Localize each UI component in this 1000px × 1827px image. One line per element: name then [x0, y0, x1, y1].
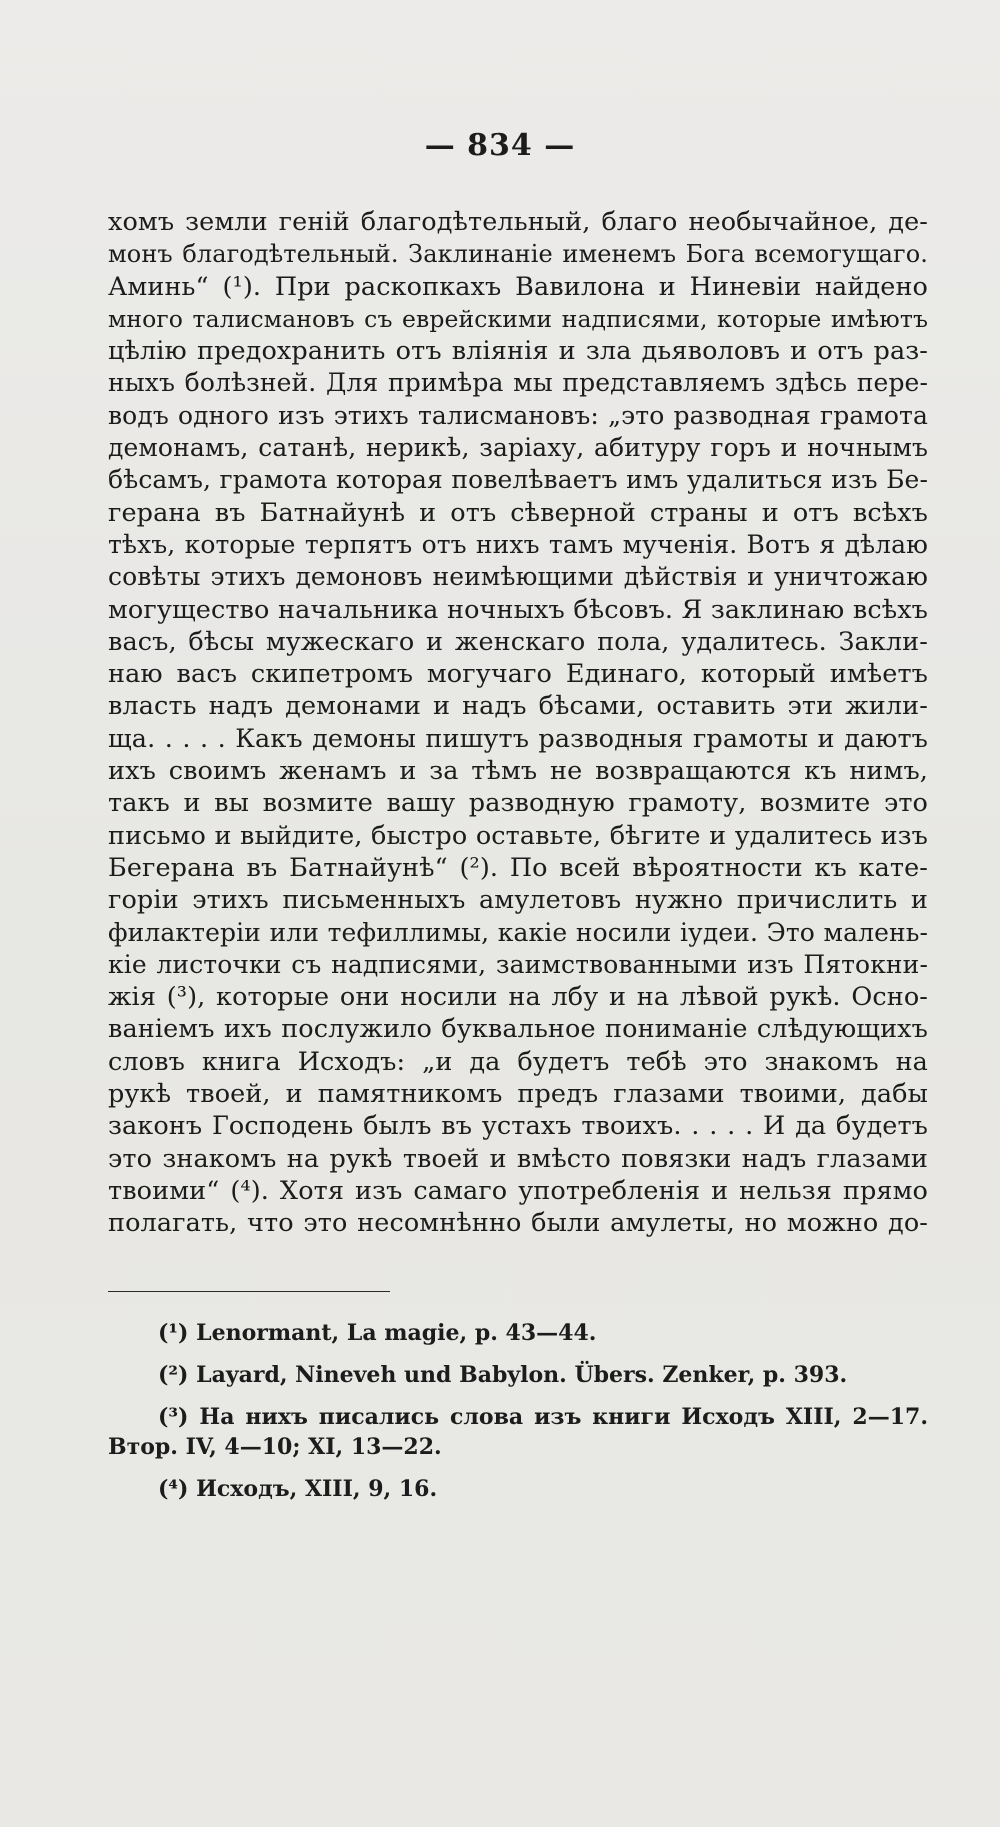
footnote-4: (⁴) Исходъ, XIII, 9, 16. [158, 1476, 438, 1502]
text-line: хомъ земли генiй благодѣтельный, благо необычайное, де- [108, 207, 928, 237]
page-number: — 834 — [424, 128, 576, 163]
footnote-3-line-1: (³) На нихъ писались слова изъ книги Исходъ XIII, 2—17. [158, 1404, 928, 1430]
text-line: ванiемъ ихъ послужило буквальное пониманiе слѣдующихъ [108, 1014, 928, 1045]
text-line: письмо и выйдите, быстро оставьте, бѣгите и удалитесь изъ [108, 820, 928, 851]
text-line: цѣлiю предохранить отъ влiянiя и зла дьяволовъ и отъ раз- [108, 336, 928, 367]
text-line: словъ книга Исходъ: „и да будетъ тебѣ это знакомъ на [108, 1046, 928, 1077]
text-line: жiя (³), которые они носили на лбу и на лѣвой рукѣ. Осно- [108, 982, 928, 1013]
text-line: наю васъ скипетромъ могучаго Единаго, который имѣетъ [108, 659, 928, 690]
text-line: герана въ Батнайунѣ и отъ сѣверной страны и отъ всѣхъ [108, 497, 928, 528]
footnote-divider [108, 1291, 390, 1292]
text-line: полагать, что это несомнѣнно были амулеты, но можно до- [108, 1208, 928, 1239]
footnote-2: (²) Layard, Nineveh und Babylon. Übers. Zenker, p. 393. [158, 1362, 848, 1388]
text-line: власть надъ демонами и надъ бѣсами, оставить эти жили- [108, 691, 928, 722]
text-line: такъ и вы возмите вашу разводную грамоту, возмите это [108, 788, 928, 819]
text-line: ныхъ болѣзней. Для примѣра мы представляемъ здѣсь пере- [108, 368, 928, 398]
text-line: филактерiи или тефиллимы, какiе носили iудеи. Это малень- [108, 917, 928, 947]
text-line: рукѣ твоей, и памятникомъ предъ глазами твоими, дабы [108, 1079, 928, 1110]
footnote-1: (¹) Lenormant, La magie, p. 43—44. [158, 1320, 597, 1346]
text-line: водъ одного изъ этихъ талисмановъ: „это разводная грамота [108, 400, 928, 430]
text-line: Аминь“ (¹). При раскопкахъ Вавилона и Ниневiи найдено [108, 271, 928, 302]
text-line: горiи этихъ письменныхъ амулетовъ нужно причислить и [108, 885, 928, 916]
text-line: монъ благодѣтельный. Заклинанiе именемъ Бога всемогущаго. [108, 240, 928, 269]
text-line: тѣхъ, которые терпятъ отъ нихъ тамъ мученiя. Вотъ я дѣлаю [108, 529, 928, 559]
text-line: законъ Господень былъ въ устахъ твоихъ. . . . . И да будетъ [108, 1111, 928, 1142]
text-line: ща. . . . . Какъ демоны пишутъ разводныя грамоты и даютъ [108, 723, 928, 754]
text-line: ихъ своимъ женамъ и за тѣмъ не возвращаются къ нимъ, [108, 756, 928, 787]
text-line: васъ, бѣсы мужескаго и женскаго пола, удалитесь. Закли- [108, 626, 928, 657]
text-line: бѣсамъ, грамота которая повелѣваетъ имъ удалиться изъ Бе- [108, 465, 928, 495]
text-line: это знакомъ на рукѣ твоей и вмѣсто повязки надъ глазами [108, 1143, 928, 1174]
text-line: демонамъ, сатанѣ, нерикѣ, зарiаху, абитуру горъ и ночнымъ [108, 433, 928, 463]
text-line: много талисмановъ съ еврейскими надписями, которые имѣютъ [108, 304, 928, 333]
text-line: могущество начальника ночныхъ бѣсовъ. Я заклинаю всѣхъ [108, 594, 928, 625]
footnotes [108, 1318, 928, 1504]
text-line: кiе листочки съ надписями, заимствованными изъ Пятокни- [108, 949, 928, 979]
text-line: совѣты этихъ демоновъ неимѣющими дѣйствiя и уничтожаю [108, 562, 928, 592]
footnote-3-line-2: Втор. IV, 4—10; XI, 13—22. [108, 1434, 442, 1460]
text-line: Бегерана въ Батнайунѣ“ (²). По всей вѣроятности къ кате- [108, 852, 928, 883]
body-text [108, 206, 928, 1240]
text-line: твоими“ (⁴). Хотя изъ самаго употребленiя и нельзя прямо [108, 1175, 928, 1206]
